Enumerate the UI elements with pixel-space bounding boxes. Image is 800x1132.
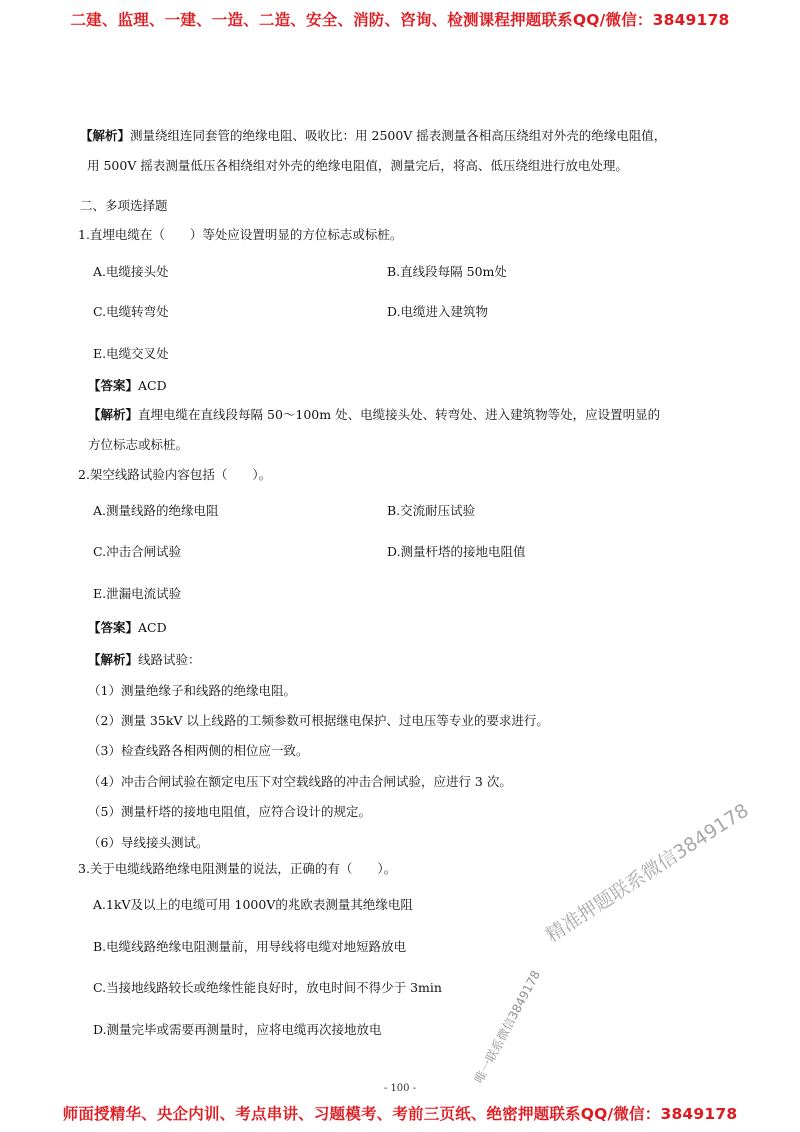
analysis-item-5: （5）测量杆塔的接地电阻值，应符合设计的规定。 xyxy=(88,804,371,819)
option-a: A.1kV及以上的电缆可用 1000V的兆欧表测量其绝缘电阻 xyxy=(93,897,413,912)
analysis-item-2: （2）测量 35kV 以上线路的工频参数可根据继电保护、过电压等专业的要求进行。 xyxy=(88,713,549,728)
option-c: C.电缆转弯处 xyxy=(93,304,169,319)
analysis-line1 xyxy=(88,651,201,669)
analysis-line2: 方位标志或标桩。 xyxy=(88,437,189,452)
answer-value: ACD xyxy=(138,620,167,635)
analysis-text: 线路试验： xyxy=(138,652,201,667)
analysis-tag: 【解析】 xyxy=(88,407,139,422)
answer-tag: 【答案】 xyxy=(88,620,139,635)
option-d: D.测量杆塔的接地电阻值 xyxy=(387,544,526,559)
footer-banner: 师面授精华、央企内训、考点串讲、习题模考、考前三页纸、绝密押题联系QQ/微信：3849178 xyxy=(62,1105,738,1123)
question-stem: 3.关于电缆线路绝缘电阻测量的说法，正确的有（ ）。 xyxy=(78,861,397,876)
analysis-tag: 【解析】 xyxy=(80,128,131,143)
option-b: B.直线段每隔 50m处 xyxy=(387,264,507,279)
answer-line xyxy=(88,377,167,395)
analysis-item-4: （4）冲击合闸试验在额定电压下对空载线路的冲击合闸试验，应进行 3 次。 xyxy=(88,774,512,789)
section-title: 二、多项选择题 xyxy=(80,198,168,213)
watermark-small: 唯一联系微信3849178 xyxy=(471,968,544,1086)
analysis-item-6: （6）导线接头测试。 xyxy=(88,835,209,850)
answer-tag: 【答案】 xyxy=(88,378,139,393)
option-a: A.电缆接头处 xyxy=(93,264,169,279)
answer-line xyxy=(88,619,167,637)
analysis-item-3: （3）检查线路各相两侧的相位应一致。 xyxy=(88,743,309,758)
analysis-tag: 【解析】 xyxy=(88,652,139,667)
option-b: B.交流耐压试验 xyxy=(387,503,476,518)
analysis-line1 xyxy=(88,406,660,424)
option-c: C.冲击合闸试验 xyxy=(93,544,182,559)
option-e: E.泄漏电流试验 xyxy=(93,586,182,601)
option-d: D.电缆进入建筑物 xyxy=(387,304,489,319)
page-number: - 100 - xyxy=(383,1083,417,1094)
analysis-text: 直埋电缆在直线段每隔 50～100m 处、电缆接头处、转弯处、进入建筑物等处，应设置明显的 xyxy=(138,407,661,422)
option-d: D.测量完毕或需要再测量时，应将电缆再次接地放电 xyxy=(93,1022,382,1037)
question-stem: 1.直埋电缆在（ ）等处应设置明显的方位标志或标桩。 xyxy=(78,227,403,242)
prev-analysis-line2: 用 500V 摇表测量低压各相绕组对外壳的绝缘电阻值，测量完后，将高、低压绕组进行放电处理。 xyxy=(87,158,628,173)
question-stem: 2.架空线路试验内容包括（ ）。 xyxy=(78,467,272,482)
watermark-large: 精准押题联系微信3849178 xyxy=(542,799,753,947)
option-b: B.电缆线路绝缘电阻测量前，用导线将电缆对地短路放电 xyxy=(93,939,407,954)
header-banner: 二建、监理、一建、一造、二造、安全、消防、咨询、检测课程押题联系QQ/微信：3849178 xyxy=(70,11,730,29)
option-e: E.电缆交叉处 xyxy=(93,346,169,361)
option-a: A.测量线路的绝缘电阻 xyxy=(93,503,219,518)
answer-value: ACD xyxy=(138,378,167,393)
analysis-text: 测量绕组连同套管的绝缘电阻、吸收比：用 2500V 摇表测量各相高压绕组对外壳的绝缘电阻值， xyxy=(130,128,667,143)
prev-analysis-line1 xyxy=(80,127,666,145)
analysis-item-1: （1）测量绝缘子和线路的绝缘电阻。 xyxy=(88,683,296,698)
option-c: C.当接地线路较长或绝缘性能良好时，放电时间不得少于 3min xyxy=(93,980,442,995)
